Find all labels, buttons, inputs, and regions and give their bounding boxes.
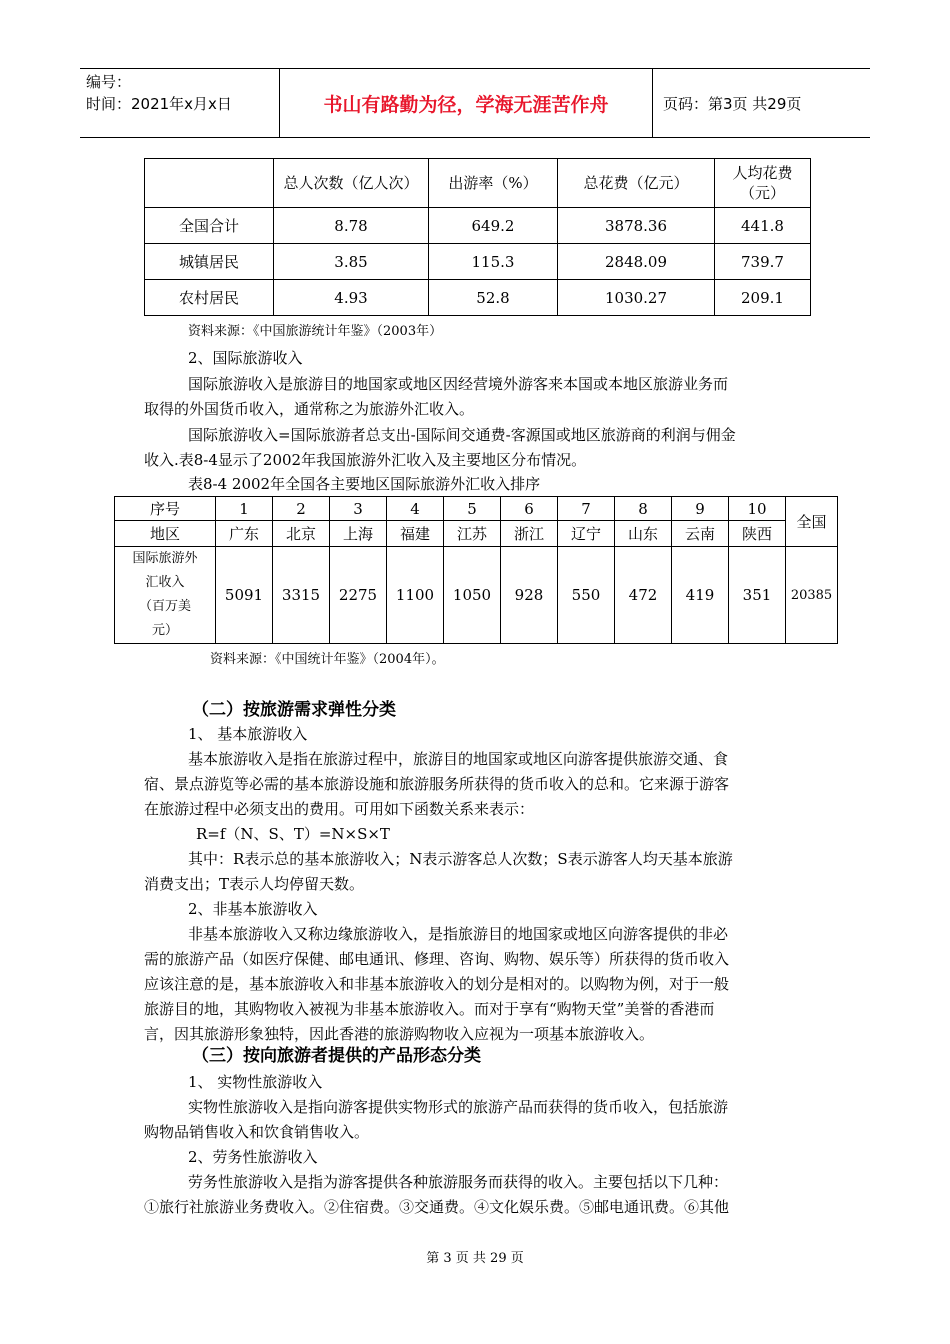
- header-motto: 书山有路勤为径，学海无涯苦作舟: [280, 69, 653, 137]
- paragraph-line: 劳务性旅游收入是指为游客提供各种旅游服务而获得的收入。主要包括以下几种：: [188, 1173, 729, 1191]
- paragraph-line: 其中：R表示总的基本旅游收入；N表示游客总人次数；S表示游客人均天基本旅游: [188, 850, 733, 868]
- table-cell: 3.85: [274, 244, 429, 280]
- header-meta: [80, 69, 280, 137]
- paragraph-line: ①旅行社旅游业务费收入。②住宿费。③交通费。④文化娱乐费。⑤邮电通讯费。⑥其他: [144, 1198, 730, 1216]
- paragraph-line: 收入.表8-4显示了2002年我国旅游外汇收入及主要地区分布情况。: [144, 451, 587, 469]
- table-row: [145, 208, 811, 244]
- table-cell: 北京: [273, 521, 330, 547]
- income-label-line: 国际旅游外: [132, 551, 198, 566]
- tourism-summary-table: [144, 158, 811, 316]
- table-row: [145, 244, 811, 280]
- table2-caption: 表8-4 2002年全国各主要地区国际旅游外汇收入排序: [188, 475, 541, 493]
- regional-income-table: [114, 496, 838, 644]
- table1-source: 资料来源：《中国旅游统计年鉴》（2003年）: [188, 324, 443, 339]
- table-cell: 江苏: [444, 521, 501, 547]
- paragraph-line: 在旅游过程中必须支出的费用。可用如下函数关系来表示：: [144, 800, 535, 818]
- table-cell: 1030.27: [558, 280, 715, 316]
- paragraph-line: 实物性旅游收入是指向游客提供实物形式的旅游产品而获得的货币收入，包括旅游: [188, 1098, 729, 1116]
- paragraph-line: 国际旅游收入=国际旅游者总支出-国际间交通费-客源国或地区旅游商的利润与佣金: [188, 426, 736, 444]
- table-cell: 辽宁: [558, 521, 615, 547]
- table-cell: 3: [330, 497, 387, 521]
- table-cell: 2848.09: [558, 244, 715, 280]
- section-title: 2、国际旅游收入: [188, 349, 303, 367]
- paragraph-line: 应该注意的是，基本旅游收入和非基本旅游收入的划分是相对的。以购物为例，对于一般: [144, 975, 730, 993]
- table-header-cell: 总花费（亿元）: [558, 159, 715, 208]
- table-row: [115, 547, 838, 644]
- table-header-cell: 人均花费（元）: [715, 159, 811, 208]
- table-cell: 1: [216, 497, 273, 521]
- table-cell: 8: [615, 497, 672, 521]
- table-cell: 农村居民: [145, 280, 274, 316]
- table-cell: 山东: [615, 521, 672, 547]
- table-cell: 739.7: [715, 244, 811, 280]
- table-header-cell: 总人次数（亿人次）: [274, 159, 429, 208]
- table-cell: 陕西: [729, 521, 786, 547]
- table-cell: 2275: [330, 547, 387, 644]
- section-heading: （二）按旅游需求弹性分类: [192, 700, 396, 720]
- section-heading: （三）按向旅游者提供的产品形态分类: [192, 1046, 481, 1066]
- table-header-cell: 出游率（%）: [429, 159, 558, 208]
- table-header-row: [145, 159, 811, 208]
- table-row: [145, 280, 811, 316]
- table-cell: 4.93: [274, 280, 429, 316]
- paragraph-line: 基本旅游收入是指在旅游过程中，旅游目的地国家或地区向游客提供旅游交通、食: [188, 750, 729, 768]
- table-cell: 5091: [216, 547, 273, 644]
- table-cell: 649.2: [429, 208, 558, 244]
- table-cell: 6: [501, 497, 558, 521]
- section-title: 1、 基本旅游收入: [188, 725, 308, 743]
- table-cell: 3878.36: [558, 208, 715, 244]
- paragraph-line: 消费支出；T表示人均停留天数。: [144, 875, 365, 893]
- table-header-cell: 序号: [115, 497, 216, 521]
- table-cell: 4: [387, 497, 444, 521]
- page-header: [80, 68, 870, 138]
- table-cell: 广东: [216, 521, 273, 547]
- paragraph-line: 取得的外国货币收入，通常称之为旅游外汇收入。: [144, 400, 475, 418]
- table-cell: 1100: [387, 547, 444, 644]
- table-cell: 928: [501, 547, 558, 644]
- table-cell: 10: [729, 497, 786, 521]
- table-cell: 1050: [444, 547, 501, 644]
- table-header-cell: 地区: [115, 521, 216, 547]
- paragraph-line: 需的旅游产品（如医疗保健、邮电通讯、修理、咨询、购物、娱乐等）所获得的货币收入: [144, 950, 730, 968]
- doc-number-label: 编号：: [86, 73, 132, 91]
- page-footer: 第 3 页 共 29 页: [426, 1251, 524, 1266]
- paragraph-line: 国际旅游收入是旅游目的地国家或地区因经营境外游客来本国或本地区旅游业务而: [188, 375, 729, 393]
- table-cell: 浙江: [501, 521, 558, 547]
- table-row: [115, 497, 838, 521]
- table-cell: 419: [672, 547, 729, 644]
- table-cell: 550: [558, 547, 615, 644]
- income-label-line: 汇收入: [145, 575, 185, 590]
- paragraph-line: 购物品销售收入和饮食销售收入。: [144, 1123, 370, 1141]
- doc-date: 时间：2021年x月x日: [86, 95, 232, 113]
- table-cell: 8.78: [274, 208, 429, 244]
- table-cell: 3315: [273, 547, 330, 644]
- table-row: [115, 521, 838, 547]
- table-header-cell: [115, 547, 216, 644]
- table-cell: 52.8: [429, 280, 558, 316]
- table-cell: 城镇居民: [145, 244, 274, 280]
- table-cell: 441.8: [715, 208, 811, 244]
- table2-source: 资料来源：《中国统计年鉴》（2004年）。: [210, 652, 445, 667]
- table-cell: 472: [615, 547, 672, 644]
- table-cell: 5: [444, 497, 501, 521]
- header-page-info: 页码：第3页 共29页: [663, 94, 802, 113]
- formula: R=f（N、S、T）=N×S×T: [196, 825, 390, 843]
- paragraph-line: 言，因其旅游形象独特，因此香港的旅游购物收入应视为一项基本旅游收入。: [144, 1025, 655, 1043]
- table-cell: 351: [729, 547, 786, 644]
- table-cell: 2: [273, 497, 330, 521]
- income-label-line: （百万美: [138, 599, 191, 614]
- paragraph-line: 非基本旅游收入又称边缘旅游收入，是指旅游目的地国家或地区向游客提供的非必: [188, 925, 729, 943]
- table-cell: 115.3: [429, 244, 558, 280]
- table-cell: 209.1: [715, 280, 811, 316]
- table-header-cell: [145, 159, 274, 208]
- section-title: 2、劳务性旅游收入: [188, 1148, 318, 1166]
- table-cell: 上海: [330, 521, 387, 547]
- section-title: 1、 实物性旅游收入: [188, 1073, 323, 1091]
- table-cell: 7: [558, 497, 615, 521]
- table-cell: 全国合计: [145, 208, 274, 244]
- paragraph-line: 旅游目的地，其购物收入被视为非基本旅游收入。而对于享有“购物天堂”美誉的香港而: [144, 1000, 715, 1018]
- income-label-line: 元）: [151, 623, 178, 638]
- paragraph-line: 宿、景点游览等必需的基本旅游设施和旅游服务所获得的货币收入的总和。它来源于游客: [144, 775, 730, 793]
- table-cell-total: 20385: [786, 547, 838, 644]
- table-cell: 9: [672, 497, 729, 521]
- section-title: 2、非基本旅游收入: [188, 900, 318, 918]
- table-cell: 福建: [387, 521, 444, 547]
- table-header-cell: 全国: [786, 497, 838, 547]
- table-cell: 云南: [672, 521, 729, 547]
